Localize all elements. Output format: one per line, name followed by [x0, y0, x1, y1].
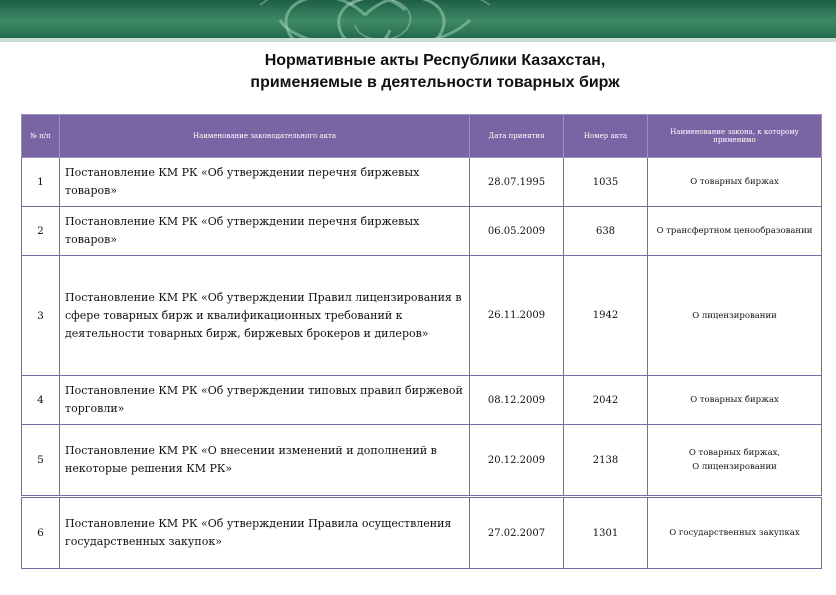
row-law: [648, 376, 822, 425]
row-law: [648, 497, 822, 569]
row-number: 1942: [564, 256, 648, 376]
row-num: 4: [22, 376, 60, 425]
table-header-row: [22, 115, 822, 158]
row-law-line-2: О лицензировании: [692, 462, 777, 472]
table-row: [22, 207, 822, 256]
table-row: [22, 497, 822, 569]
row-number: 1301: [564, 497, 648, 569]
row-date: 08.12.2009: [470, 376, 564, 425]
decorative-swirl: [200, 0, 530, 38]
row-law: [648, 425, 822, 497]
header-number: Номер акта: [564, 115, 648, 158]
title-line-2: применяемые в деятельности товарных бирж: [250, 74, 620, 91]
table-row: [22, 158, 822, 207]
row-name: Постановление КМ РК «Об утверждении перечня биржевых товаров»: [60, 207, 470, 256]
row-law: [648, 207, 822, 256]
row-number: 2138: [564, 425, 648, 497]
header-date: Дата принятия: [470, 115, 564, 158]
regulations-table: [21, 114, 822, 569]
row-name: Постановление КМ РК «Об утверждении перечня биржевых товаров»: [60, 158, 470, 207]
row-law-line-1: О государственных закупках: [669, 528, 800, 538]
page-title: [0, 50, 836, 94]
table-row: [22, 256, 822, 376]
header-num: № п/п: [22, 115, 60, 158]
header-name: Наименование законодательного акта: [60, 115, 470, 158]
row-num: 6: [22, 497, 60, 569]
row-date: 26.11.2009: [470, 256, 564, 376]
table-row: [22, 376, 822, 425]
row-law: [648, 256, 822, 376]
row-name: Постановление КМ РК «О внесении изменений и дополнений в некоторые решения КМ РК»: [60, 425, 470, 497]
row-law-line-1: О лицензировании: [692, 310, 777, 321]
row-num: 5: [22, 425, 60, 497]
row-date: 06.05.2009: [470, 207, 564, 256]
row-num: 1: [22, 158, 60, 207]
row-number: 2042: [564, 376, 648, 425]
row-name: Постановление КМ РК «Об утверждении Правил лицензирования в сфере товарных бирж и квалификационных требований к деятельности товарных бирж, биржевых брокеров и дилеров»: [60, 256, 470, 376]
row-number: 1035: [564, 158, 648, 207]
header-banner: [0, 0, 836, 38]
row-num: 2: [22, 207, 60, 256]
row-date: 28.07.1995: [470, 158, 564, 207]
table-row: [22, 425, 822, 497]
header-law: Наименование закона, к которому применимо: [648, 115, 822, 158]
row-date: 27.02.2007: [470, 497, 564, 569]
row-name: Постановление КМ РК «Об утверждении Правила осуществления государственных закупок»: [60, 497, 470, 569]
row-law-line-1: О товарных биржах,: [688, 448, 781, 458]
title-line-1: Нормативные акты Республики Казахстан,: [264, 52, 606, 69]
row-num: 3: [22, 256, 60, 376]
row-name: Постановление КМ РК «Об утверждении типовых правил биржевой торговли»: [60, 376, 470, 425]
row-law-line-1: О товарных биржах: [690, 395, 779, 405]
row-law-line-1: О товарных биржах: [690, 177, 779, 187]
row-law-line-1: О трансфертном ценообразовании: [656, 226, 813, 236]
row-law: [648, 158, 822, 207]
row-date: 20.12.2009: [470, 425, 564, 497]
row-number: 638: [564, 207, 648, 256]
banner-underline: [0, 38, 836, 42]
